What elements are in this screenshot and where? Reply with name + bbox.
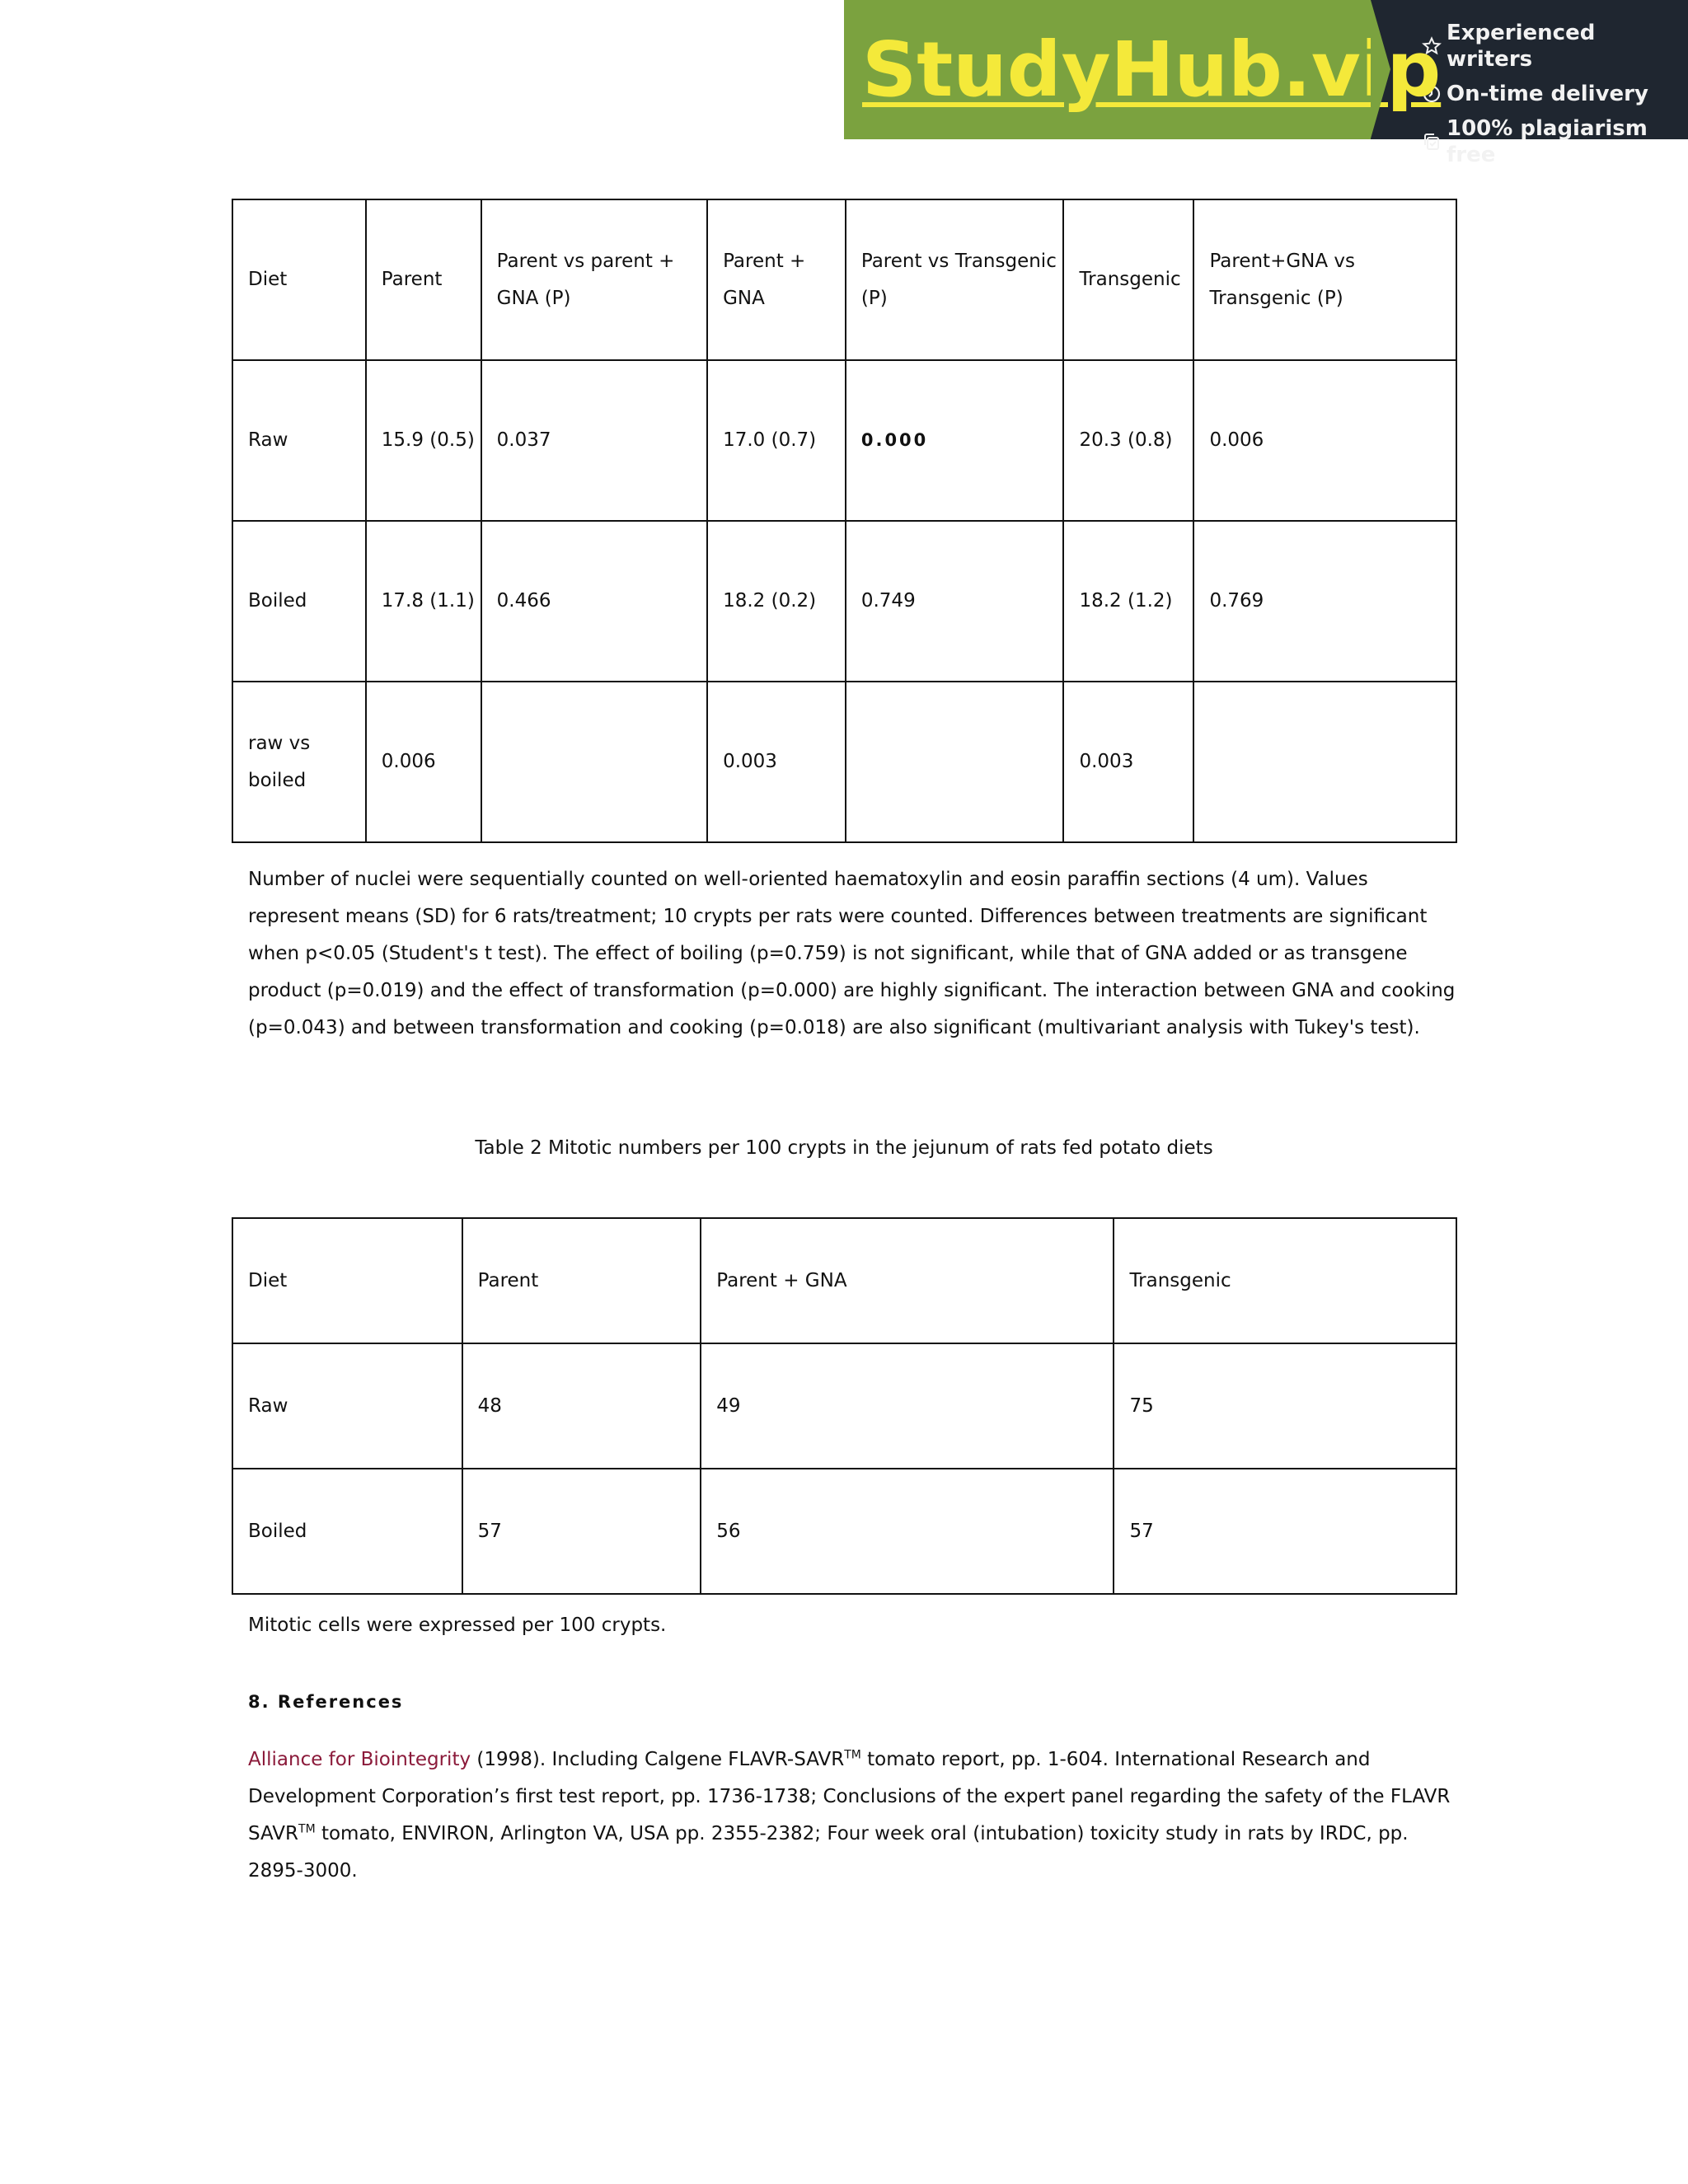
table-cell: 0.000	[846, 360, 1064, 521]
feature-label: On-time delivery	[1447, 82, 1648, 106]
table2-caption: Table 2 Mitotic numbers per 100 crypts in the jejunum of rats fed potato diets	[475, 1137, 1213, 1159]
table-cell	[481, 682, 707, 842]
reference-text: (1998). Including Calgene FLAVR-SAVR	[471, 1749, 845, 1770]
table-cell: 15.9 (0.5)	[366, 360, 481, 521]
header-cell: Parent vs parent + GNA (P)	[481, 199, 707, 360]
table-cell: 48	[462, 1343, 701, 1469]
table-cell: 57	[1114, 1469, 1456, 1594]
feature-label: 100% plagiarism free	[1447, 116, 1648, 167]
header-cell: Parent	[366, 199, 481, 360]
feature-experienced-writers	[1422, 20, 1688, 73]
reference-entry	[248, 1741, 1460, 1890]
feature-plagiarism-free	[1422, 115, 1688, 168]
table-cell: 49	[701, 1343, 1114, 1469]
table-cell: 0.003	[1063, 682, 1193, 842]
table-cell: raw vs boiled	[232, 682, 366, 842]
table-cell: Boiled	[232, 521, 366, 682]
references-heading: 8. References	[248, 1692, 404, 1712]
trademark-mark: TM	[844, 1748, 861, 1762]
table-cell	[1193, 682, 1456, 842]
table-cell: 0.006	[1193, 360, 1456, 521]
table-cell: 17.0 (0.7)	[707, 360, 846, 521]
feature-label: Experienced writers	[1447, 21, 1596, 72]
trademark-mark: TM	[298, 1822, 316, 1836]
table-cell: Boiled	[232, 1469, 462, 1594]
table-cell: 56	[701, 1469, 1114, 1594]
header-cell: Parent	[462, 1218, 701, 1343]
table-row	[232, 360, 1456, 521]
table-cell: 17.8 (1.1)	[366, 521, 481, 682]
table-cell: 0.466	[481, 521, 707, 682]
table1-note: Number of nuclei were sequentially counted on well-oriented haematoxylin and eosin paraffin sections (4 um). Values represent means (SD) for 6 rats/treatment; 10 crypts per rats were counted. Differences between treatments are significant when p<0.05 (Student's t test). The effect of boiling (p=0.759) is not significant, while that of GNA added or as transgene product (p=0.019) and the effect of transformation (p=0.000) are highly significant. The interaction between GNA and cooking (p=0.043) and between transformation and cooking (p=0.018) are also significant (multivariant analysis with Tukey's test).	[248, 869, 1456, 1038]
header-cell: Diet	[232, 199, 366, 360]
table-cell: Raw	[232, 1343, 462, 1469]
table-row	[232, 521, 1456, 682]
table2-note: Mitotic cells were expressed per 100 crypts.	[248, 1615, 667, 1636]
table-cell: 0.769	[1193, 521, 1456, 682]
table-cell: 18.2 (0.2)	[707, 521, 846, 682]
table-row	[232, 1469, 1456, 1594]
header-cell: Transgenic	[1063, 199, 1193, 360]
header-cell: Parent+GNA vs Transgenic (P)	[1193, 199, 1456, 360]
table-cell: 0.749	[846, 521, 1064, 682]
table-header-row	[232, 1218, 1456, 1343]
studyhub-logo: StudyHub.vip	[862, 25, 1442, 114]
table-cell: 75	[1114, 1343, 1456, 1469]
banner-logo-area	[844, 0, 1442, 139]
table-row	[232, 1343, 1456, 1469]
studyhub-banner[interactable]	[844, 0, 1688, 167]
table-cell: 0.037	[481, 360, 707, 521]
header-cell: Diet	[232, 1218, 462, 1343]
table-cell: 57	[462, 1469, 701, 1594]
table-cell: 18.2 (1.2)	[1063, 521, 1193, 682]
table-row	[232, 682, 1456, 842]
table-cell: 20.3 (0.8)	[1063, 360, 1193, 521]
header-cell: Parent + GNA	[707, 199, 846, 360]
table-cell	[846, 682, 1064, 842]
feature-on-time-delivery	[1422, 81, 1688, 107]
header-cell: Transgenic	[1114, 1218, 1456, 1343]
header-cell: Parent + GNA	[701, 1218, 1114, 1343]
table-cell: Raw	[232, 360, 366, 521]
nuclei-table	[232, 199, 1457, 843]
table-header-row	[232, 199, 1456, 360]
reference-text: tomato, ENVIRON, Arlington VA, USA pp. 2355-2382; Four week oral (intubation) toxicity study in rats by IRDC, pp. 2895-3000.	[248, 1823, 1409, 1882]
copy-check-icon	[1422, 132, 1442, 152]
table-cell: 0.003	[707, 682, 846, 842]
reference-link[interactable]: Alliance for Biointegrity	[248, 1749, 471, 1770]
header-cell: Parent vs Transgenic (P)	[846, 199, 1064, 360]
mitotic-table	[232, 1217, 1457, 1595]
table-cell: 0.006	[366, 682, 481, 842]
reference-text: tomato report, pp. 1-604. International Research and Development Corporation’s first test report, pp. 1736-1738; Conclusions of the expert panel regarding the safety of the FLAVR SAVR	[248, 1749, 1451, 1844]
